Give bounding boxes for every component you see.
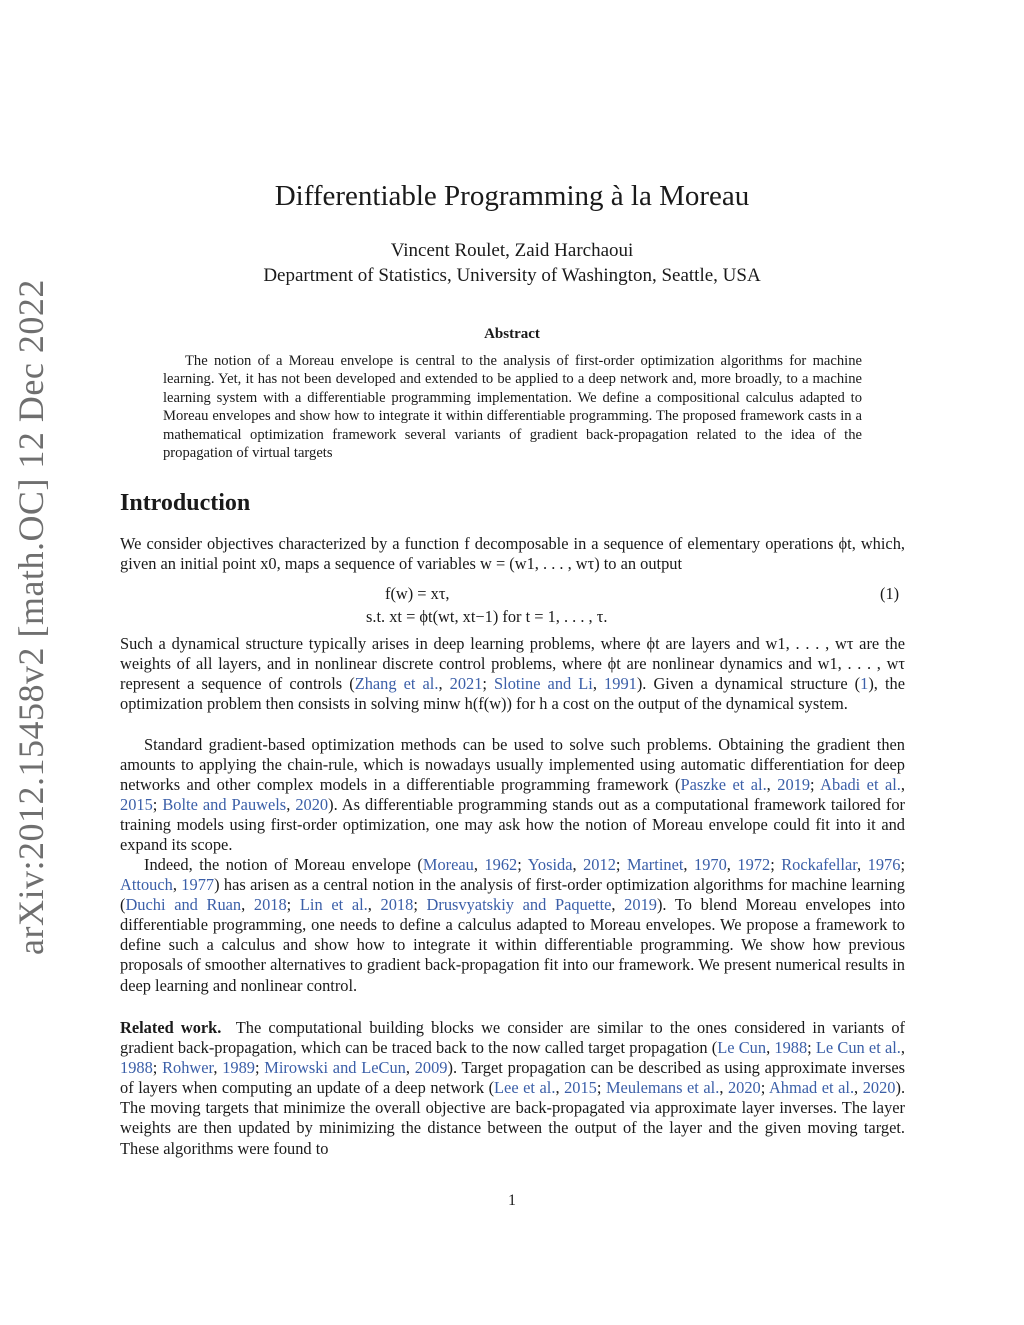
equation-number: (1): [880, 584, 900, 603]
equation-reference-link[interactable]: 1: [860, 674, 869, 694]
equation-line-1: f(w) = xτ,: [385, 584, 450, 603]
citation-link[interactable]: Zhang et al.: [354, 674, 439, 694]
citation-link[interactable]: 1991: [604, 674, 637, 694]
author-names: Vincent Roulet, Zaid Harchaoui: [390, 240, 634, 261]
citation-link[interactable]: Attouch: [120, 875, 173, 895]
citation-link[interactable]: 2020: [862, 1078, 896, 1098]
citation-link[interactable]: Paszke et al.: [680, 775, 767, 795]
section-heading-introduction: Introduction: [120, 490, 251, 516]
page-number: 1: [508, 1192, 516, 1209]
citation-link[interactable]: 1972: [737, 855, 771, 874]
citation-link[interactable]: 1988: [774, 1038, 808, 1058]
paper-title: Differentiable Programming à la Moreau: [274, 180, 750, 212]
citation-link[interactable]: Rohwer: [162, 1058, 214, 1078]
citation-link[interactable]: Abadi et al.: [820, 775, 901, 795]
intro-paragraph-2: Such a dynamical structure typically arises in deep learning problems, where ϕt are layers and w1, . . . , wτ are the weights of all layers, and in nonlinear discrete control problems, where ϕt are nonlinear dynamics and w1, . . . , wτ represent a sequence of controls (Zhang et al., 2021; Slotine and Li, 1991). Given a dynamical structure (1), the optimization problem then consists in solving minw h(f(w)) for h a cost on the output of the dynamical system.: [120, 634, 905, 714]
citation-link[interactable]: Le Cun et al.: [815, 1038, 901, 1058]
citation-link[interactable]: Ahmad et al.: [768, 1078, 855, 1098]
abstract-heading: Abstract: [484, 326, 540, 342]
citation-link[interactable]: Drusvyatskiy and Paquette: [426, 895, 612, 915]
citation-link[interactable]: 2012: [583, 855, 616, 874]
related-work-paragraph: Related work. The computational building blocks we consider are similar to the ones considered in variants of gradient back-propagation, which can be traced back to the now called target propagation (Le Cun, 1988; Le Cun et al., 1988; Rohwer, 1989; Mirowski and LeCun, 2009). Target propagation can be described as using approximate inverses of layers when computing an update of a deep network (Lee et al., 2015; Meulemans et al., 2020; Ahmad et al., 2020). The moving targets that minimize the overall objective are back-propagated via approximate layer inverses. The layer weights are then updated by minimizing the distance between the output of the layer and the given moving target. These algorithms were found to: [120, 1018, 906, 1158]
citation-link[interactable]: Rockafellar: [781, 855, 858, 874]
citation-link[interactable]: 1989: [222, 1058, 255, 1078]
author-block: [0, 238, 1024, 288]
citation-link[interactable]: 1977: [181, 875, 215, 895]
intro-paragraph-1: We consider objectives characterized by a function f decomposable in a sequence of elementary operations ϕt, which, given an initial point x0, maps a sequence of variables w = (w1, . . . , wτ) to an output: [120, 534, 905, 574]
intro-paragraph-3: Standard gradient-based optimization methods can be used to solve such problems. Obtaining the gradient then amounts to applying the chain-rule, which is nowadays usually implemented using automatic differentiation for deep networks and other complex models in a differentiable programming framework (Paszke et al., 2019; Abadi et al., 2015; Bolte and Pauwels, 2020). As differentiable programming stands out as a computational framework tailored for training models using first-order optimization, one may ask how the notion of Moreau envelope could fit into it and expand its scope.: [120, 735, 906, 855]
equation-line-2: s.t. xt = ϕt(wt, xt−1) for t = 1, . . . , τ.: [366, 607, 608, 626]
citation-link[interactable]: 2018: [380, 895, 414, 915]
citation-link[interactable]: 2020: [727, 1078, 761, 1098]
citation-link[interactable]: 1988: [120, 1058, 153, 1078]
citation-link[interactable]: Martinet: [626, 855, 684, 874]
citation-link[interactable]: 1970: [694, 855, 727, 874]
citation-link[interactable]: 1976: [867, 855, 901, 874]
citation-link[interactable]: 2021: [449, 674, 483, 694]
arxiv-identifier: arXiv:2012.15458v2 [math.OC] 12 Dec 2022: [11, 279, 51, 955]
citation-link[interactable]: 2019: [624, 895, 657, 915]
citation-link[interactable]: 2015: [564, 1078, 597, 1098]
citation-link[interactable]: Lee et al.: [494, 1078, 556, 1098]
related-work-heading: Related work.: [120, 1018, 222, 1037]
citation-link[interactable]: Bolte and Pauwels: [162, 795, 287, 815]
citation-link[interactable]: Duchi and Ruan: [125, 895, 242, 915]
abstract-text: The notion of a Moreau envelope is central to the analysis of first-order optimization algorithms for machine learning. Yet, it has not been developed and extended to be applied to a deep network and, more broadly, to a machine learning system with a differentiable programming implementation. We define a compositional calculus adapted to Moreau envelopes and show how to integrate it within differentiable programming. The proposed framework casts in a mathematical optimization framework several variants of gradient back-propagation related to the idea of the propagation of virtual targets: [163, 353, 862, 462]
citation-link[interactable]: Moreau: [422, 855, 474, 874]
citation-link[interactable]: 1962: [484, 855, 518, 874]
citation-link[interactable]: Lin et al.: [299, 895, 368, 915]
citation-link[interactable]: Mirowski and LeCun: [264, 1058, 406, 1078]
citation-link[interactable]: 2018: [253, 895, 287, 915]
citation-link[interactable]: Yosida: [527, 855, 573, 874]
citation-link[interactable]: 2020: [295, 795, 329, 815]
citation-link[interactable]: Slotine and Li: [494, 674, 593, 694]
citation-link[interactable]: 2015: [120, 795, 153, 815]
author-affiliation: Department of Statistics, University of Washington, Seattle, USA: [263, 265, 761, 286]
citation-link[interactable]: 2019: [777, 775, 811, 795]
citation-link[interactable]: Le Cun: [717, 1038, 767, 1058]
citation-link[interactable]: Meulemans et al.: [605, 1078, 720, 1098]
intro-paragraph-4: Indeed, the notion of Moreau envelope (Moreau, 1962; Yosida, 2012; Martinet, 1970, 1972; Rockafellar, 1976; Attouch, 1977) has arisen as a central notion in the analysis of first-order optimization algorithms for machine learning (Duchi and Ruan, 2018; Lin et al., 2018; Drusvyatskiy and Paquette, 2019). To blend Moreau envelopes into differentiable programming, one needs to define a calculus adapted to Moreau envelopes. We propose a framework to define such a calculus and show how to integrate it within differentiable programming. We show how previous proposals of smoother alternatives to gradient back-propagation fit into our framework. We present numerical results in deep learning and nonlinear control.: [120, 855, 906, 995]
citation-link[interactable]: 2009: [414, 1058, 448, 1078]
